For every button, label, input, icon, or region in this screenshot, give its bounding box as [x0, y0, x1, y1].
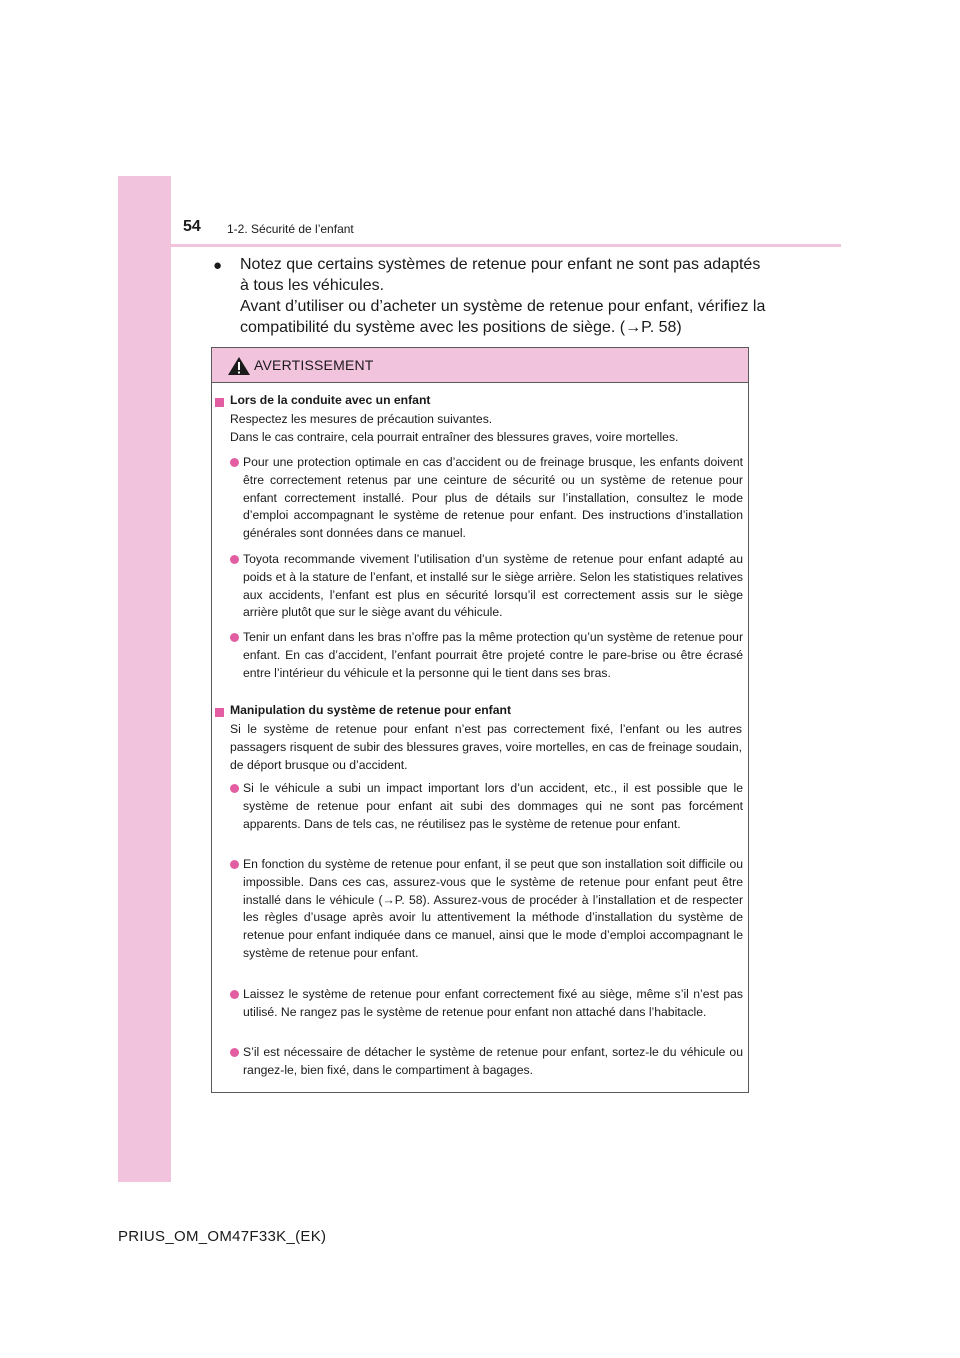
section-title: 1-2. Sécurité de l’enfant: [227, 222, 354, 236]
bullet-icon: [230, 1048, 239, 1057]
section-square-icon: [215, 398, 224, 407]
intro-line: compatibilité du système avec les positions de siège. (→P. 58): [240, 319, 682, 336]
warning-header: [212, 348, 748, 383]
bullet-icon: [230, 633, 239, 642]
warning-paragraph: Dans le cas contraire, cela pourrait entraîner des blessures graves, voire mortelles.: [230, 430, 679, 444]
warning-paragraph: Respectez les mesures de précaution suivantes.: [230, 412, 493, 426]
bullet-icon: [230, 784, 239, 793]
warning-list-item: [230, 454, 743, 543]
intro-line: à tous les véhicules.: [240, 277, 385, 294]
page-number: 54: [183, 218, 201, 235]
warning-list-item: [230, 856, 743, 963]
warning-item-text: Laissez le système de retenue pour enfant correctement fixé au siège, même s’il n’est pas utilisé. Ne rangez pas le système de retenue pour enfant non attaché dans l’habitacle.: [243, 987, 743, 1019]
warning-item-text: En fonction du système de retenue pour enfant, il se peut que son installation soit difficile ou impossible. Dans ces cas, assurez-vous que le système de retenue pour enfant peut être installé dans le véhicule (→P. 58). Assurez-vous de procéder à l’installation et de respecter les règles d’usage après avoir lu attentivement la méthode d’installation du système de retenue pour enfant indiquée dans ce manuel, ainsi que le mode d’emploi accompagnant le système de retenue pour enfant.: [243, 857, 743, 960]
warning-item-text: Pour une protection optimale en cas d’accident ou de freinage brusque, les enfants doivent être correctement retenus par une ceinture de sécurité ou un système de retenue pour enfant correctement installé. Pour plus de détails sur l’installation, consultez le mode d’emploi accompagnant le système de retenue pour enfant. Des instructions d’installation générales sont données dans ce manuel.: [243, 455, 743, 541]
document-code: PRIUS_OM_OM47F33K_(EK): [118, 1228, 327, 1245]
warning-title: AVERTISSEMENT: [254, 357, 374, 373]
warning-triangle-icon: [227, 356, 251, 376]
warning-section-title: Lors de la conduite avec un enfant: [230, 393, 431, 407]
intro-note: [213, 254, 766, 338]
side-color-band: [118, 176, 171, 1182]
bullet-icon: [230, 990, 239, 999]
warning-item-text: Tenir un enfant dans les bras n’offre pas la même protection qu’un système de retenue pour enfant. En cas d’accident, l’enfant pourrait être projeté contre le pare-brise ou être écrasé entre l’intérieur du véhicule et la personne qui le tient dans ses bras.: [243, 630, 743, 680]
bullet-icon: [230, 860, 239, 869]
warning-list-item: [230, 1044, 743, 1080]
warning-item-text: Si le véhicule a subi un impact important lors d’un accident, etc., il est possible que le système de retenue pour enfant ait subi des dommages qui ne sont pas forcément apparents. Dans de tels cas, ne réutilisez pas le système de retenue pour enfant.: [243, 781, 743, 831]
warning-box: [211, 347, 749, 1093]
bullet-icon: [230, 458, 239, 467]
warning-list-item: [230, 780, 743, 833]
header-rule: [171, 244, 841, 247]
warning-section-title: Manipulation du système de retenue pour enfant: [230, 703, 512, 717]
intro-line: Avant d’utiliser ou d’acheter un système de retenue pour enfant, vérifiez la: [240, 298, 766, 315]
bullet-icon: ●: [213, 257, 223, 274]
intro-line: Notez que certains systèmes de retenue pour enfant ne sont pas adaptés: [240, 256, 761, 273]
warning-paragraph: Si le système de retenue pour enfant n’est pas correctement fixé, l’enfant ou les autres passagers risquent de subir des blessures graves, voire mortelles, en cas de freinage soudain, de déport brusque ou d’accident.: [230, 722, 742, 772]
warning-item-text: Toyota recommande vivement l’utilisation d’un système de retenue pour enfant adapté au poids et à la stature de l’enfant, et installé sur le siège arrière. Selon les statistiques relatives aux accidents, l’enfant est plus en sécurité lorsqu’il est correctement assis sur le siège arrière plutôt que sur le siège avant du véhicule.: [243, 552, 743, 620]
warning-list-item: [230, 551, 743, 622]
warning-list-item: [230, 986, 743, 1022]
section-square-icon: [215, 708, 224, 717]
bullet-icon: [230, 555, 239, 564]
warning-list-item: [230, 629, 743, 682]
warning-item-text: S’il est nécessaire de détacher le système de retenue pour enfant, sortez-le du véhicule ou rangez-le, bien fixé, dans le compartiment à bagages.: [243, 1045, 743, 1077]
